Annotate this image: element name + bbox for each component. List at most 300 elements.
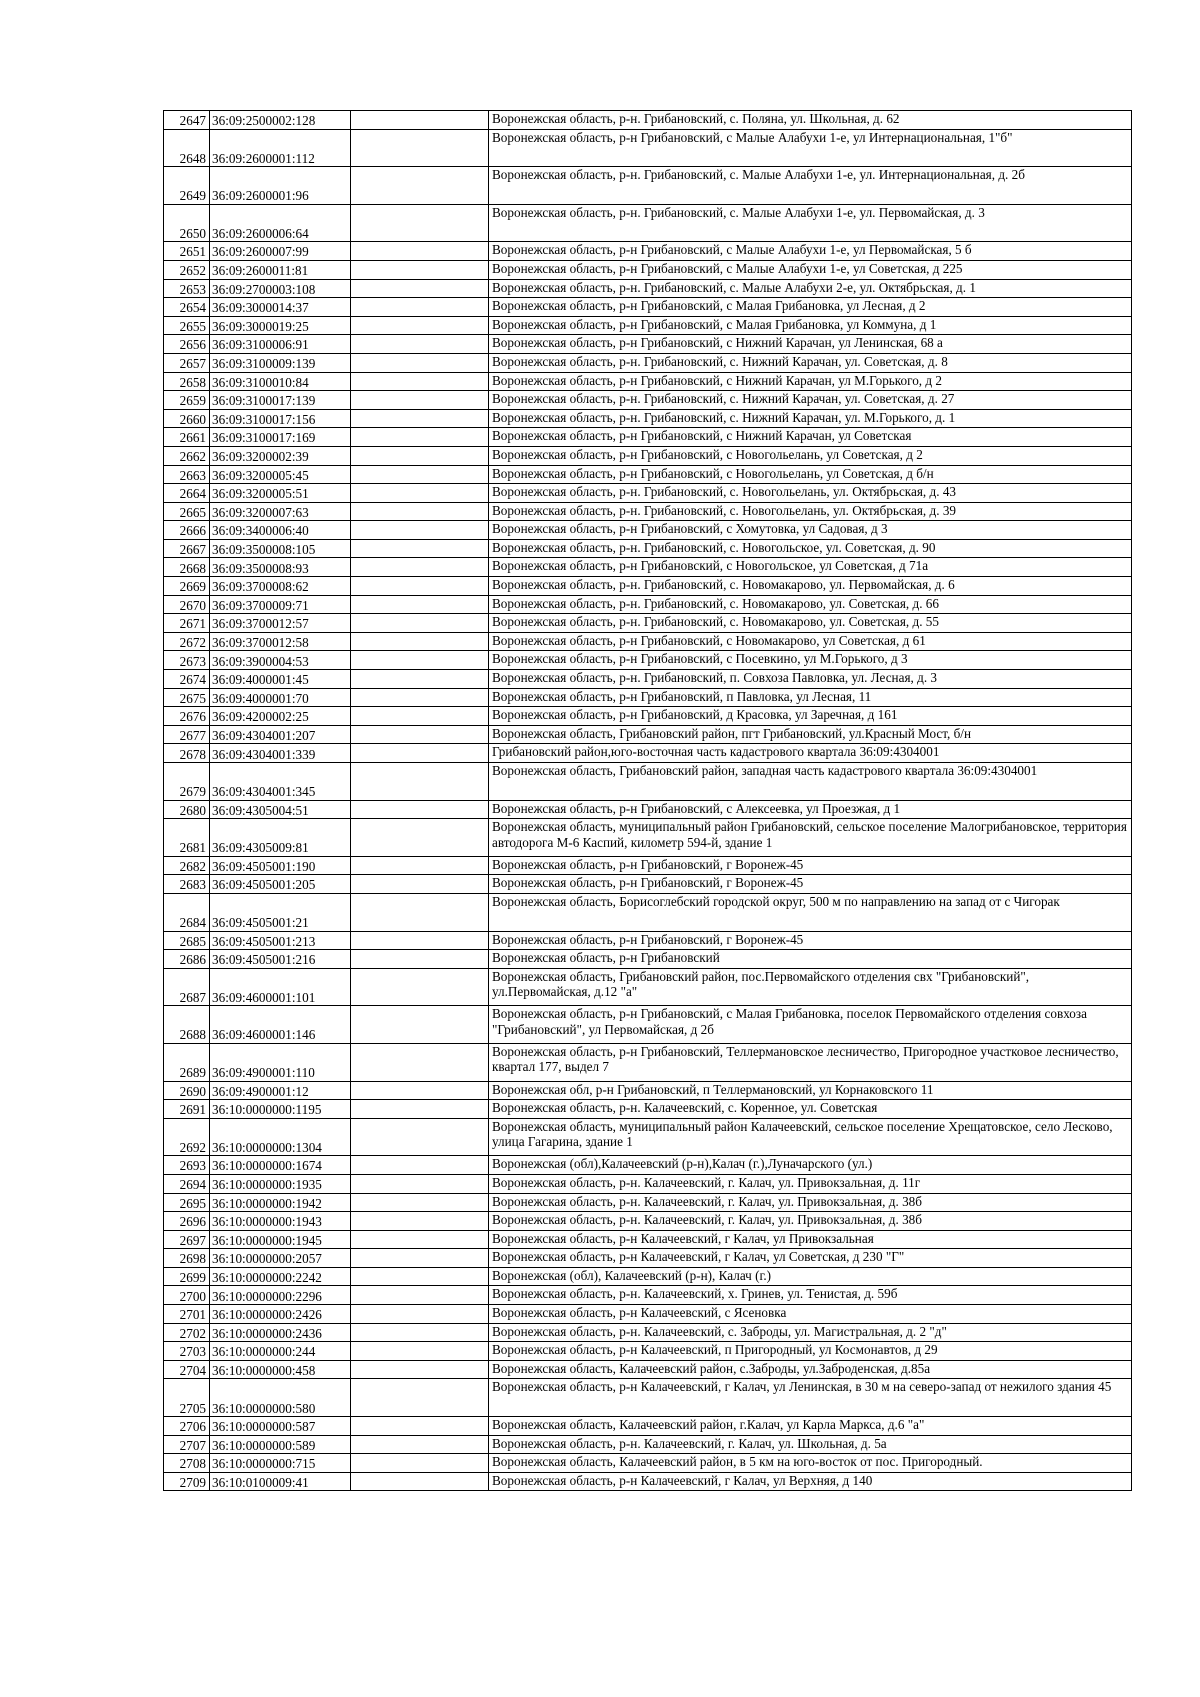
table-row [164,595,1132,614]
row-number-cell: 2680 [164,800,210,819]
table-row [164,1267,1132,1286]
address-cell: Воронежская область, р-н Калачеевский, г Калач, ул Верхняя, д 140 [489,1472,1132,1491]
table-row [164,707,1132,726]
cadastral-number-cell: 36:09:3700012:58 [210,632,351,651]
row-number-cell: 2688 [164,1006,210,1044]
row-number-cell: 2705 [164,1379,210,1417]
address-cell: Воронежская область, р-н. Грибановский, с. Новомакарово, ул. Советская, д. 55 [489,614,1132,633]
row-number-cell: 2692 [164,1118,210,1156]
table-row [164,763,1132,801]
address-cell: Воронежская (обл),Калачеевский (р-н),Калач (г.),Луначарского (ул.) [489,1156,1132,1175]
empty-cell [351,372,489,391]
table-row [164,1454,1132,1473]
cadastral-number-cell: 36:09:3000019:25 [210,316,351,335]
row-number-cell: 2694 [164,1174,210,1193]
table-row [164,1379,1132,1417]
table-row [164,632,1132,651]
address-cell: Воронежская область, р-н. Грибановский, с. Нижний Карачан, ул. М.Горького, д. 1 [489,409,1132,428]
address-cell: Воронежская область, р-н. Грибановский, с. Малые Алабухи 1-е, ул. Первомайская, д. 3 [489,204,1132,242]
empty-cell [351,260,489,279]
cadastral-number-cell: 36:10:0000000:2426 [210,1305,351,1324]
property-table-body [164,111,1132,1491]
address-cell: Воронежская область, р-н. Калачеевский, х. Гринев, ул. Тенистая, д. 59б [489,1286,1132,1305]
row-number-cell: 2704 [164,1360,210,1379]
table-row [164,819,1132,857]
table-row [164,1174,1132,1193]
row-number-cell: 2696 [164,1212,210,1231]
cadastral-number-cell: 36:09:4304001:339 [210,744,351,763]
empty-cell [351,1081,489,1100]
empty-cell [351,1118,489,1156]
address-cell: Воронежская область, р-н Калачеевский, с Ясеновка [489,1305,1132,1324]
cadastral-number-cell: 36:09:3500008:105 [210,539,351,558]
address-cell: Воронежская область, р-н Грибановский, с Новомакарово, ул Советская, д 61 [489,632,1132,651]
property-table [163,110,1132,1491]
address-cell: Воронежская область, р-н. Грибановский, с. Малые Алабухи 2-е, ул. Октябрьская, д. 1 [489,279,1132,298]
cadastral-number-cell: 36:09:4304001:345 [210,763,351,801]
row-number-cell: 2678 [164,744,210,763]
table-row [164,875,1132,894]
row-number-cell: 2653 [164,279,210,298]
table-row [164,1360,1132,1379]
table-row [164,614,1132,633]
cadastral-number-cell: 36:09:2600007:99 [210,242,351,261]
address-cell: Воронежская область, Калачеевский район, с.Заброды, ул.Заброденская, д.85а [489,1360,1132,1379]
row-number-cell: 2698 [164,1249,210,1268]
address-cell: Воронежская область, р-н Грибановский, г Воронеж-45 [489,856,1132,875]
cadastral-number-cell: 36:09:4305004:51 [210,800,351,819]
address-cell: Воронежская область, р-н Грибановский, с Посевкино, ул М.Горького, д 3 [489,651,1132,670]
address-cell: Воронежская область, Калачеевский район, г.Калач, ул Карла Маркса, д.6 "а" [489,1417,1132,1436]
row-number-cell: 2660 [164,409,210,428]
table-row [164,446,1132,465]
row-number-cell: 2686 [164,950,210,969]
cadastral-number-cell: 36:09:3100017:169 [210,428,351,447]
cadastral-number-cell: 36:10:0000000:1674 [210,1156,351,1175]
cadastral-number-cell: 36:10:0000000:2057 [210,1249,351,1268]
empty-cell [351,670,489,689]
table-row [164,1342,1132,1361]
row-number-cell: 2681 [164,819,210,857]
row-number-cell: 2652 [164,260,210,279]
address-cell: Воронежская область, р-н. Грибановский, с. Новогольское, ул. Советская, д. 90 [489,539,1132,558]
table-row [164,316,1132,335]
address-cell: Воронежская область, р-н Грибановский, с Малая Грибановка, ул Лесная, д 2 [489,298,1132,317]
empty-cell [351,335,489,354]
empty-cell [351,539,489,558]
cadastral-number-cell: 36:09:3100017:156 [210,409,351,428]
empty-cell [351,111,489,130]
cadastral-number-cell: 36:10:0000000:1195 [210,1100,351,1119]
table-row [164,856,1132,875]
empty-cell [351,1249,489,1268]
empty-cell [351,950,489,969]
address-cell: Воронежская область, р-н. Грибановский, с. Нижний Карачан, ул. Советская, д. 8 [489,353,1132,372]
cadastral-number-cell: 36:10:0000000:589 [210,1435,351,1454]
cadastral-number-cell: 36:09:3200005:51 [210,484,351,503]
address-cell: Воронежская область, р-н Грибановский, с Хомутовка, ул Садовая, д 3 [489,521,1132,540]
empty-cell [351,1323,489,1342]
empty-cell [351,1100,489,1119]
address-cell: Воронежская область, р-н Грибановский, с Малая Грибановка, поселок Первомайского отделения совхоза "Грибановский", ул Первомайская, д 2б [489,1006,1132,1044]
address-cell: Воронежская область, р-н Грибановский, с Малые Алабухи 1-е, ул Первомайская, 5 б [489,242,1132,261]
cadastral-number-cell: 36:10:0000000:1304 [210,1118,351,1156]
row-number-cell: 2655 [164,316,210,335]
cadastral-number-cell: 36:10:0000000:2242 [210,1267,351,1286]
row-number-cell: 2662 [164,446,210,465]
cadastral-number-cell: 36:09:3100009:139 [210,353,351,372]
empty-cell [351,298,489,317]
row-number-cell: 2691 [164,1100,210,1119]
cadastral-number-cell: 36:09:3400006:40 [210,521,351,540]
row-number-cell: 2658 [164,372,210,391]
row-number-cell: 2679 [164,763,210,801]
cadastral-number-cell: 36:10:0000000:2436 [210,1323,351,1342]
row-number-cell: 2650 [164,204,210,242]
table-row [164,1249,1132,1268]
table-row [164,129,1132,167]
address-cell: Воронежская область, р-н Грибановский, с Нижний Карачан, ул Советская [489,428,1132,447]
table-row [164,1230,1132,1249]
empty-cell [351,763,489,801]
empty-cell [351,1286,489,1305]
empty-cell [351,409,489,428]
empty-cell [351,1305,489,1324]
address-cell: Воронежская область, р-н Грибановский, с Алексеевка, ул Проезжая, д 1 [489,800,1132,819]
row-number-cell: 2648 [164,129,210,167]
address-cell: Воронежская область, р-н Грибановский [489,950,1132,969]
table-row [164,1472,1132,1491]
address-cell: Воронежская область, р-н Калачеевский, п Пригородный, ул Космонавтов, д 29 [489,1342,1132,1361]
row-number-cell: 2683 [164,875,210,894]
table-row [164,1156,1132,1175]
empty-cell [351,707,489,726]
address-cell: Воронежская область, р-н Калачеевский, г Калач, ул Привокзальная [489,1230,1132,1249]
row-number-cell: 2654 [164,298,210,317]
table-row [164,502,1132,521]
table-row [164,1286,1132,1305]
cadastral-number-cell: 36:09:2700003:108 [210,279,351,298]
address-cell: Воронежская область, р-н. Грибановский, с. Новогольелань, ул. Октябрьская, д. 39 [489,502,1132,521]
table-row [164,409,1132,428]
empty-cell [351,800,489,819]
address-cell: Грибановский район,юго-восточная часть кадастрового квартала 36:09:4304001 [489,744,1132,763]
row-number-cell: 2670 [164,595,210,614]
row-number-cell: 2684 [164,893,210,931]
address-cell: Воронежская область, муниципальный район Грибановский, сельское поселение Малогрибановское, территория автодорога М-6 Каспий, километр 594-й, здание 1 [489,819,1132,857]
table-row [164,1417,1132,1436]
row-number-cell: 2700 [164,1286,210,1305]
cadastral-number-cell: 36:09:3000014:37 [210,298,351,317]
empty-cell [351,1174,489,1193]
row-number-cell: 2649 [164,167,210,205]
row-number-cell: 2671 [164,614,210,633]
table-row [164,391,1132,410]
table-row [164,484,1132,503]
row-number-cell: 2687 [164,968,210,1006]
cadastral-number-cell: 36:09:3200005:45 [210,465,351,484]
address-cell: Воронежская область, Борисоглебский городской округ, 500 м по направлению на запад от с Чигорак [489,893,1132,931]
empty-cell [351,614,489,633]
address-cell: Воронежская область, р-н. Грибановский, с. Новогольелань, ул. Октябрьская, д. 43 [489,484,1132,503]
address-cell: Воронежская обл, р-н Грибановский, п Теллермановский, ул Корнаковского 11 [489,1081,1132,1100]
row-number-cell: 2707 [164,1435,210,1454]
row-number-cell: 2682 [164,856,210,875]
empty-cell [351,129,489,167]
table-row [164,688,1132,707]
empty-cell [351,1006,489,1044]
cadastral-number-cell: 36:09:3700012:57 [210,614,351,633]
cadastral-number-cell: 36:10:0000000:2296 [210,1286,351,1305]
address-cell: Воронежская область, р-н. Грибановский, с. Малые Алабухи 1-е, ул. Интернациональная, д. 2б [489,167,1132,205]
row-number-cell: 2690 [164,1081,210,1100]
table-row [164,242,1132,261]
cadastral-number-cell: 36:10:0100009:41 [210,1472,351,1491]
cadastral-number-cell: 36:10:0000000:244 [210,1342,351,1361]
table-row [164,744,1132,763]
empty-cell [351,931,489,950]
address-cell: Воронежская область, р-н Грибановский, с Малые Алабухи 1-е, ул Интернациональная, 1"б" [489,129,1132,167]
address-cell: Воронежская область, р-н. Грибановский, с. Поляна, ул. Школьная, д. 62 [489,111,1132,130]
empty-cell [351,558,489,577]
empty-cell [351,465,489,484]
cadastral-number-cell: 36:09:2600001:96 [210,167,351,205]
empty-cell [351,1193,489,1212]
empty-cell [351,1360,489,1379]
empty-cell [351,204,489,242]
table-row [164,539,1132,558]
table-row [164,1435,1132,1454]
table-row [164,1323,1132,1342]
row-number-cell: 2676 [164,707,210,726]
cadastral-number-cell: 36:09:4305009:81 [210,819,351,857]
empty-cell [351,875,489,894]
empty-cell [351,484,489,503]
cadastral-number-cell: 36:10:0000000:458 [210,1360,351,1379]
row-number-cell: 2701 [164,1305,210,1324]
empty-cell [351,1156,489,1175]
row-number-cell: 2651 [164,242,210,261]
table-row [164,279,1132,298]
table-row [164,521,1132,540]
address-cell: Воронежская область, р-н. Калачеевский, г. Калач, ул. Привокзальная, д. 38б [489,1212,1132,1231]
row-number-cell: 2697 [164,1230,210,1249]
empty-cell [351,502,489,521]
empty-cell [351,428,489,447]
address-cell: Воронежская область, р-н. Грибановский, с. Новомакарово, ул. Советская, д. 66 [489,595,1132,614]
address-cell: Воронежская область, р-н. Калачеевский, г. Калач, ул. Привокзальная, д. 38б [489,1193,1132,1212]
empty-cell [351,968,489,1006]
empty-cell [351,744,489,763]
cadastral-number-cell: 36:09:3500008:93 [210,558,351,577]
empty-cell [351,1472,489,1491]
table-row [164,558,1132,577]
cadastral-number-cell: 36:09:4900001:110 [210,1043,351,1081]
address-cell: Воронежская область, Грибановский район, западная часть кадастрового квартала 36:09:4304001 [489,763,1132,801]
address-cell: Воронежская область, р-н. Грибановский, п. Совхоза Павловка, ул. Лесная, д. 3 [489,670,1132,689]
table-row [164,167,1132,205]
row-number-cell: 2708 [164,1454,210,1473]
row-number-cell: 2664 [164,484,210,503]
row-number-cell: 2689 [164,1043,210,1081]
address-cell: Воронежская (обл), Калачеевский (р-н), Калач (г.) [489,1267,1132,1286]
cadastral-number-cell: 36:10:0000000:715 [210,1454,351,1473]
table-row [164,651,1132,670]
cadastral-number-cell: 36:09:4600001:146 [210,1006,351,1044]
cadastral-number-cell: 36:09:3200007:63 [210,502,351,521]
table-row [164,1100,1132,1119]
address-cell: Воронежская область, р-н Грибановский, с Новогольелань, ул Советская, д б/н [489,465,1132,484]
cadastral-number-cell: 36:10:0000000:580 [210,1379,351,1417]
cadastral-number-cell: 36:09:3100006:91 [210,335,351,354]
table-row [164,670,1132,689]
empty-cell [351,1417,489,1436]
cadastral-number-cell: 36:10:0000000:1942 [210,1193,351,1212]
address-cell: Воронежская область, р-н Грибановский, г Воронеж-45 [489,875,1132,894]
address-cell: Воронежская область, р-н. Грибановский, с. Нижний Карачан, ул. Советская, д. 27 [489,391,1132,410]
cadastral-number-cell: 36:10:0000000:587 [210,1417,351,1436]
row-number-cell: 2702 [164,1323,210,1342]
empty-cell [351,856,489,875]
table-row [164,1043,1132,1081]
cadastral-number-cell: 36:09:2600001:112 [210,129,351,167]
address-cell: Воронежская область, р-н. Калачеевский, г. Калач, ул. Привокзальная, д. 11г [489,1174,1132,1193]
cadastral-number-cell: 36:09:3900004:53 [210,651,351,670]
cadastral-number-cell: 36:09:4600001:101 [210,968,351,1006]
empty-cell [351,577,489,596]
empty-cell [351,819,489,857]
empty-cell [351,725,489,744]
cadastral-number-cell: 36:09:2600011:81 [210,260,351,279]
address-cell: Воронежская область, р-н Грибановский, Теллермановское лесничество, Пригородное участковое лесничество, квартал 177, выдел 7 [489,1043,1132,1081]
table-row [164,968,1132,1006]
address-cell: Воронежская область, р-н. Грибановский, с. Новомакарово, ул. Первомайская, д. 6 [489,577,1132,596]
empty-cell [351,279,489,298]
table-row [164,111,1132,130]
empty-cell [351,1212,489,1231]
row-number-cell: 2665 [164,502,210,521]
address-cell: Воронежская область, р-н Калачеевский, г Калач, ул Советская, д 230 "Г" [489,1249,1132,1268]
table-row [164,298,1132,317]
table-row [164,1006,1132,1044]
table-row [164,931,1132,950]
empty-cell [351,1435,489,1454]
cadastral-number-cell: 36:10:0000000:1945 [210,1230,351,1249]
address-cell: Воронежская область, р-н Грибановский, с Новогольское, ул Советская, д 71а [489,558,1132,577]
table-row [164,725,1132,744]
empty-cell [351,595,489,614]
row-number-cell: 2677 [164,725,210,744]
table-row [164,465,1132,484]
empty-cell [351,1342,489,1361]
address-cell: Воронежская область, р-н Грибановский, с Малая Грибановка, ул Коммуна, д 1 [489,316,1132,335]
empty-cell [351,391,489,410]
address-cell: Воронежская область, р-н Калачеевский, г Калач, ул Ленинская, в 30 м на северо-запад от нежилого здания 45 [489,1379,1132,1417]
cadastral-number-cell: 36:09:4000001:70 [210,688,351,707]
row-number-cell: 2703 [164,1342,210,1361]
cadastral-number-cell: 36:09:3100017:139 [210,391,351,410]
empty-cell [351,651,489,670]
table-row [164,577,1132,596]
cadastral-number-cell: 36:09:3700009:71 [210,595,351,614]
cadastral-number-cell: 36:09:2500002:128 [210,111,351,130]
row-number-cell: 2674 [164,670,210,689]
table-row [164,1212,1132,1231]
address-cell: Воронежская область, Грибановский район, пос.Первомайского отделения свх "Грибановский", ул.Первомайская, д.12 "а" [489,968,1132,1006]
cadastral-number-cell: 36:09:4304001:207 [210,725,351,744]
table-row [164,950,1132,969]
table-row [164,353,1132,372]
row-number-cell: 2673 [164,651,210,670]
row-number-cell: 2661 [164,428,210,447]
table-row [164,800,1132,819]
empty-cell [351,167,489,205]
address-cell: Воронежская область, муниципальный район Калачеевский, сельское поселение Хрещатовское, село Лесково, улица Гагарина, здание 1 [489,1118,1132,1156]
table-row [164,893,1132,931]
address-cell: Воронежская область, р-н. Калачеевский, г. Калач, ул. Школьная, д. 5а [489,1435,1132,1454]
table-row [164,1081,1132,1100]
address-cell: Воронежская область, р-н Грибановский, с Новогольелань, ул Советская, д 2 [489,446,1132,465]
table-row [164,260,1132,279]
empty-cell [351,632,489,651]
row-number-cell: 2657 [164,353,210,372]
cadastral-number-cell: 36:09:4200002:25 [210,707,351,726]
row-number-cell: 2656 [164,335,210,354]
table-row [164,428,1132,447]
table-row [164,372,1132,391]
empty-cell [351,1230,489,1249]
row-number-cell: 2706 [164,1417,210,1436]
cadastral-number-cell: 36:10:0000000:1943 [210,1212,351,1231]
empty-cell [351,446,489,465]
empty-cell [351,1379,489,1417]
empty-cell [351,316,489,335]
cadastral-number-cell: 36:09:4000001:45 [210,670,351,689]
address-cell: Воронежская область, р-н. Калачеевский, с. Заброды, ул. Магистральная, д. 2 "д" [489,1323,1132,1342]
row-number-cell: 2668 [164,558,210,577]
empty-cell [351,688,489,707]
empty-cell [351,353,489,372]
cadastral-number-cell: 36:09:3700008:62 [210,577,351,596]
table-row [164,335,1132,354]
row-number-cell: 2675 [164,688,210,707]
row-number-cell: 2647 [164,111,210,130]
address-cell: Воронежская область, р-н Грибановский, с Нижний Карачан, ул М.Горького, д 2 [489,372,1132,391]
table-row [164,1118,1132,1156]
cadastral-number-cell: 36:09:3100010:84 [210,372,351,391]
empty-cell [351,242,489,261]
address-cell: Воронежская область, Калачеевский район, в 5 км на юго-восток от пос. Пригородный. [489,1454,1132,1473]
empty-cell [351,893,489,931]
row-number-cell: 2685 [164,931,210,950]
row-number-cell: 2672 [164,632,210,651]
address-cell: Воронежская область, р-н Грибановский, п Павловка, ул Лесная, 11 [489,688,1132,707]
cadastral-number-cell: 36:09:4505001:216 [210,950,351,969]
cadastral-number-cell: 36:09:2600006:64 [210,204,351,242]
row-number-cell: 2695 [164,1193,210,1212]
cadastral-number-cell: 36:10:0000000:1935 [210,1174,351,1193]
row-number-cell: 2666 [164,521,210,540]
address-cell: Воронежская область, р-н Грибановский, с Нижний Карачан, ул Ленинская, 68 а [489,335,1132,354]
row-number-cell: 2669 [164,577,210,596]
cadastral-number-cell: 36:09:4505001:205 [210,875,351,894]
table-row [164,1193,1132,1212]
empty-cell [351,1454,489,1473]
row-number-cell: 2709 [164,1472,210,1491]
cadastral-number-cell: 36:09:4900001:12 [210,1081,351,1100]
row-number-cell: 2699 [164,1267,210,1286]
address-cell: Воронежская область, р-н Грибановский, с Малые Алабухи 1-е, ул Советская, д 225 [489,260,1132,279]
